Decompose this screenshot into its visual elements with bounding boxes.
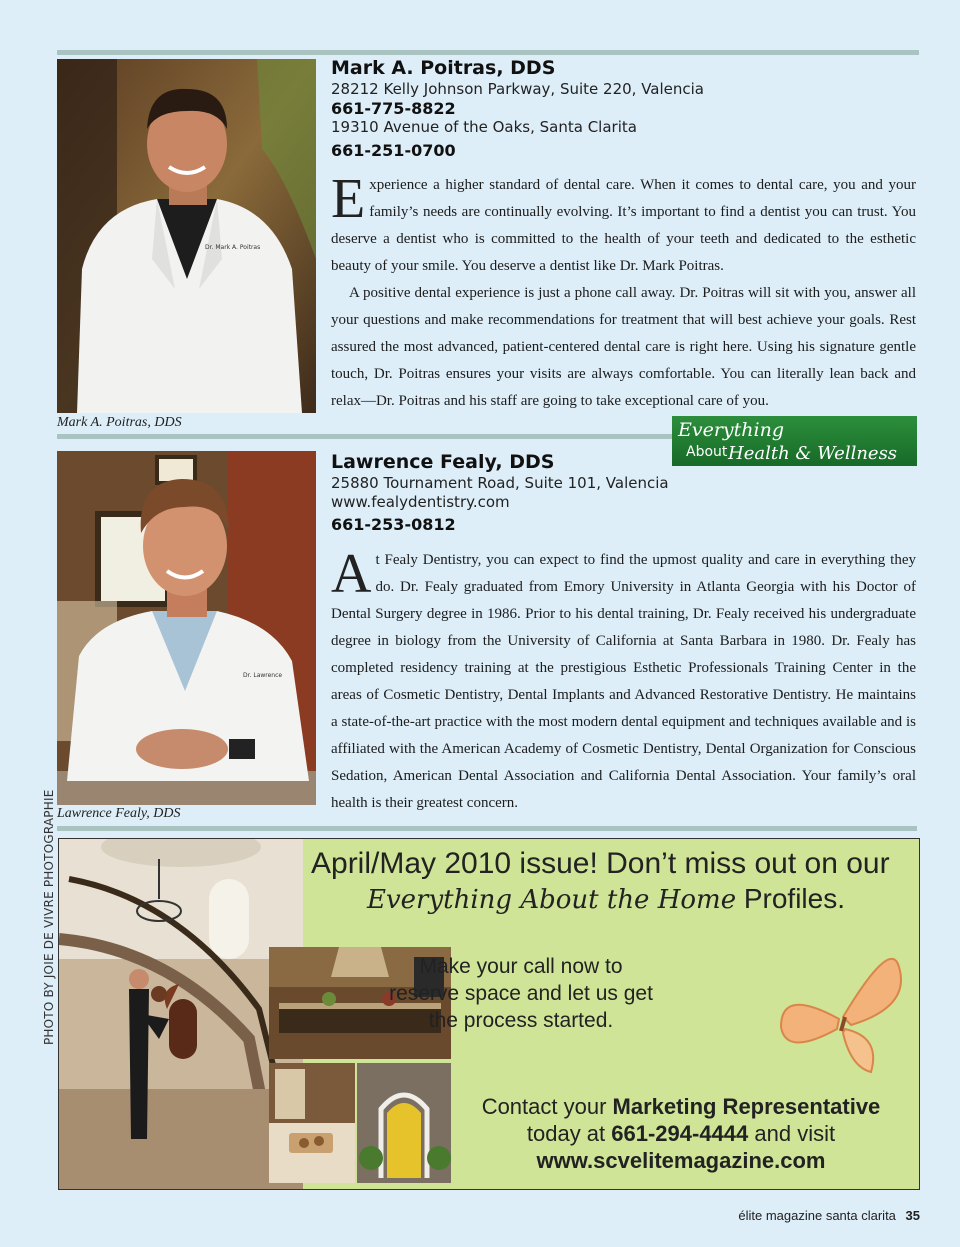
ad-staircase-photo (59, 839, 303, 1189)
fealy-name: Lawrence Fealy, DDS (331, 451, 555, 473)
ad-today-pre: today at (526, 1121, 612, 1146)
home-profiles-ad[interactable] (58, 838, 920, 1190)
poitras-phone-1[interactable]: 661-775-8822 (331, 99, 456, 118)
health-wellness-badge (672, 416, 917, 466)
poitras-photo (57, 59, 316, 413)
ad-bedroom-photo (269, 1063, 355, 1183)
poitras-address-1: 28212 Kelly Johnson Parkway, Suite 220, Valencia (331, 80, 704, 98)
ad-today-phone[interactable]: 661-294-4444 (611, 1121, 749, 1146)
ad-today-post: and visit (748, 1121, 836, 1146)
photo-credit (40, 789, 56, 1045)
ad-headline: April/May 2010 issue! Don’t miss out on our (311, 847, 890, 880)
poitras-phone-2[interactable]: 661-251-0700 (331, 141, 456, 160)
ad-call-line-1: Make your call now to (419, 955, 623, 978)
fealy-phone[interactable]: 661-253-0812 (331, 515, 456, 534)
page-footer (738, 1208, 920, 1223)
fealy-coat-text: Dr. Lawrence (243, 672, 283, 679)
badge-health-wellness: Health & Wellness (728, 443, 898, 464)
fealy-caption: Lawrence Fealy, DDS (57, 806, 181, 821)
ad-profiles-text: Profiles. (743, 883, 846, 914)
ad-door-photo (357, 1063, 451, 1183)
middle-rule (57, 434, 672, 439)
poitras-paragraph-2: A positive dental experience is just a phone call away. Dr. Poitras will sit with you, answer all your questions and make recommendations for treatment that will best achieve your goals. Rest assured the most advanced, patient-centered dental care is right here. Using his signature gentle touch, Dr. Poitras ensures your visits are always comfortable. You can literally lean back and relax—Dr. Poitras and his staff are going to take exceptional care of you. (331, 285, 916, 409)
fealy-photo (57, 451, 316, 805)
bottom-rule (57, 826, 917, 831)
poitras-dropcap: E (331, 168, 366, 230)
poitras-caption: Mark A. Poitras, DDS (57, 415, 182, 430)
ad-website[interactable]: www.scvelitemagazine.com (536, 1148, 826, 1173)
fealy-address: 25880 Tournament Road, Suite 101, Valencia (331, 474, 669, 492)
footer-magazine: élite magazine santa clarita (738, 1208, 896, 1223)
top-rule (57, 50, 919, 55)
poitras-name: Mark A. Poitras, DDS (331, 57, 556, 79)
poitras-coat-text: Dr. Mark A. Poitras (205, 244, 261, 251)
fealy-dropcap: A (331, 543, 372, 605)
ad-contact-line (451, 1094, 911, 1120)
poitras-address-2: 19310 Avenue of the Oaks, Santa Clarita (331, 118, 637, 136)
fealy-body (331, 543, 916, 817)
fealy-website[interactable]: www.fealydentistry.com (331, 493, 510, 511)
photo-credit-text: PHOTO BY JOIE DE VIVRE PHOTOGRAPHIE (42, 789, 56, 1045)
ad-contact-pre: Contact your (481, 1094, 613, 1119)
ad-today-line (451, 1121, 911, 1147)
fealy-paragraph-1 (331, 543, 916, 817)
butterfly-icon (771, 947, 911, 1077)
ad-call-line-2: reserve space and let us get (389, 982, 653, 1005)
ad-script-text: Everything About the Home (367, 885, 737, 915)
ad-call-line-3: the process started. (428, 1009, 614, 1032)
fealy-paragraph-1-text: t Fealy Dentistry, you can expect to find the upmost quality and care in everything they do. Dr. Fealy graduated from Emory University in Atlanta Georgia with his Doctor of Dental Surgery degree in 1986. Prior to his dental training, Dr. Fealy received his undergraduate degree in biology from the University of California at Santa Barbara in 1980. Dr. Fealy has completed residency training at the prestigious Esthetic Professionals Training Center in the areas of Cosmetic Dentistry, Dental Implants and Advanced Restorative Dentistry. He maintains a state-of-the-art practice with the most modern dental equipment and techniques available and is affiliated with the American Academy of Cosmetic Dentistry, Dental Organization for Conscious Sedation, American Dental Association and California Dental Association. Your family’s oral health is their greatest concern. (331, 552, 916, 811)
ad-contact-bold: Marketing Representative (612, 1094, 881, 1119)
poitras-paragraph-1-text: xperience a higher standard of dental care. When it comes to dental care, you and your family’s needs are continually evolving. It’s important to find a dentist you can trust. You deserve a dentist who is committed to the health of your teeth and dedicated to the esthetic beauty of your smile. You deserve a dentist like Dr. Mark Poitras. (331, 177, 916, 274)
badge-everything: Everything (678, 419, 785, 441)
poitras-body (331, 168, 916, 415)
ad-subheadline (367, 883, 845, 915)
poitras-paragraph-1 (331, 168, 916, 280)
badge-about: About (686, 444, 728, 460)
page-number: 35 (905, 1208, 920, 1223)
